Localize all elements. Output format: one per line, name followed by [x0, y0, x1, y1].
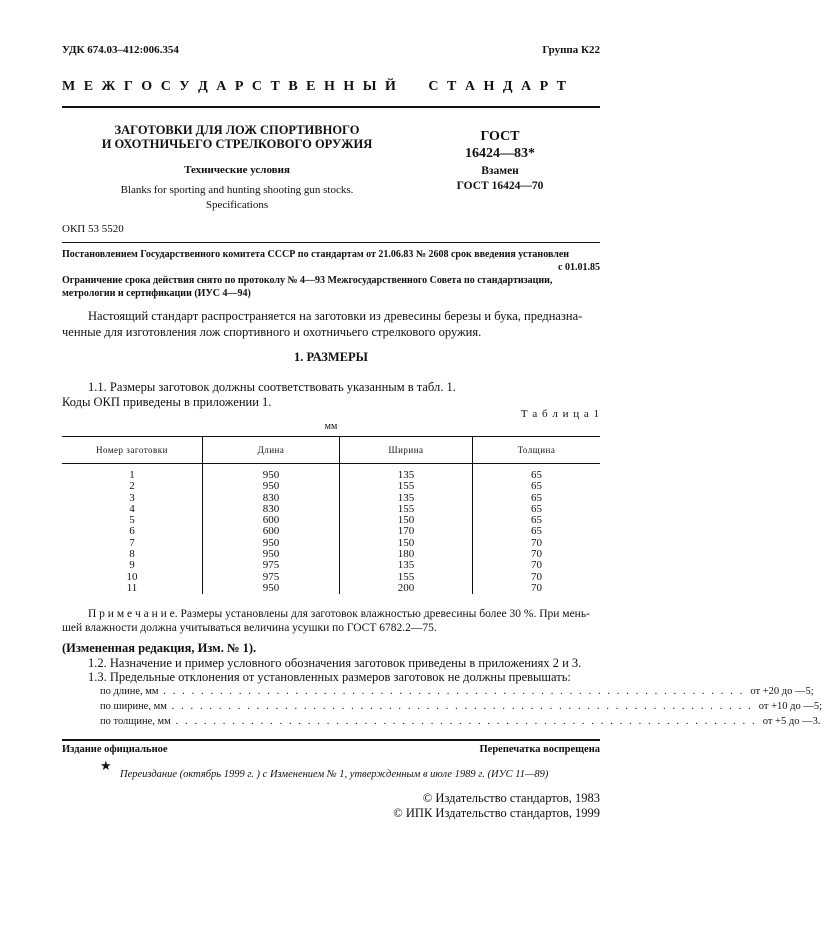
footer-divider: [62, 739, 600, 741]
table-cell: 155: [340, 572, 473, 583]
english-title: [62, 183, 412, 213]
table-cell: 9: [62, 560, 203, 571]
table-cell: 10: [62, 572, 203, 583]
table-row: [62, 583, 600, 594]
table-cell: 600: [203, 526, 340, 537]
dot-leader: . . . . . . . . . . . . . . . . . . . . . . . . . . . . . . . . . . . . . . . . . . . . . . . . . . . . . . . . . . . . . .: [158, 686, 745, 697]
table-row: [62, 572, 600, 583]
deviation-length-label: по длине, мм: [100, 686, 159, 697]
star-mark: ★: [100, 758, 112, 773]
table-row: [62, 560, 600, 571]
okp-divider: [62, 242, 600, 243]
limit-line-2: метрологии и сертификации (ИУС 4—94): [62, 288, 251, 299]
header-length: Длина: [203, 437, 340, 464]
gost-number: 16424—83*: [465, 146, 535, 161]
table-cell: 200: [340, 583, 473, 594]
table-cell: 70: [531, 570, 542, 583]
table-cell: 150: [340, 515, 473, 526]
gost-replaces: Взамен: [481, 165, 519, 177]
table-cell: 11: [62, 583, 203, 594]
table-row: [62, 526, 600, 537]
group-code: Группа К22: [542, 44, 600, 56]
english-title-line-2: Specifications: [205, 199, 269, 211]
deviation-thickness-label: по толщине, мм: [100, 716, 171, 727]
table-cell: 65: [531, 525, 542, 538]
intro-paragraph: [62, 308, 600, 340]
copyright-1983: © Издательство стандартов, 1983: [422, 791, 600, 805]
table-cell: 3: [62, 493, 203, 504]
table-cell: 950: [203, 538, 340, 549]
table-row: [62, 504, 600, 515]
table-cell: 135: [340, 464, 473, 482]
table-row: [62, 493, 600, 504]
intro-line-2: ченные для изготовления лож спортивного и охотничьего стрелкового оружия.: [62, 325, 482, 339]
table-cell: 8: [62, 549, 203, 560]
deviation-width-value: от +10 до —5;: [758, 701, 822, 712]
table-caption: Т а б л и ц а 1: [520, 408, 600, 420]
table-cell: 975: [203, 560, 340, 571]
title-line-1: ЗАГОТОВКИ ДЛЯ ЛОЖ СПОРТИВНОГО: [114, 123, 360, 137]
deviation-width: [100, 701, 822, 712]
section-heading: 1. РАЗМЕРЫ: [294, 350, 368, 364]
gost-replaced: ГОСТ 16424—70: [456, 180, 544, 192]
gost-block: [440, 128, 560, 194]
table-cell: 950: [203, 481, 340, 492]
table-cell: 6: [62, 526, 203, 537]
table-cell: 830: [203, 504, 340, 515]
table-cell: 1: [62, 464, 203, 482]
table-cell: 830: [203, 493, 340, 504]
table-cell: 65: [531, 480, 542, 493]
amended-note: (Измененная редакция, Изм. № 1).: [62, 641, 257, 655]
header-thickness: Толщина: [517, 445, 556, 455]
official-edition: Издание официальное: [62, 744, 168, 755]
table-cell: 155: [340, 481, 473, 492]
table-row: [62, 464, 600, 482]
note-line-1: П р и м е ч а н и е. Размеры установлены для заготовок влажностью древесины более 30 %. При мень-: [88, 608, 590, 620]
table-cell: 155: [340, 504, 473, 515]
table-header-row: [62, 437, 600, 464]
document-title: [62, 123, 412, 151]
table-cell: 600: [203, 515, 340, 526]
dot-leader: . . . . . . . . . . . . . . . . . . . . . . . . . . . . . . . . . . . . . . . . . . . . . . . . . . . . . . . . . . . . . .: [166, 701, 753, 712]
table-row: [62, 515, 600, 526]
okp-code: ОКП 53 5520: [62, 223, 124, 235]
note-line-2: шей влажности должна учитываться величина усушки по ГОСТ 6782.2—75.: [62, 622, 437, 634]
table-cell: 4: [62, 504, 203, 515]
standard-banner: М Е Ж Г О С У Д А Р С Т В Е Н Н Ы Й С Т А Н Д А Р Т: [62, 79, 569, 94]
table-cell: 70: [531, 581, 542, 594]
dot-leader: . . . . . . . . . . . . . . . . . . . . . . . . . . . . . . . . . . . . . . . . . . . . . . . . . . . . . . . . . . . . . .: [170, 716, 757, 727]
header-blank-number: Номер заготовки: [62, 437, 203, 464]
table-cell: 65: [531, 469, 542, 481]
english-title-line-1: Blanks for sporting and hunting shooting gun stocks.: [120, 184, 354, 196]
paragraph-1-3: 1.3. Предельные отклонения от установленных размеров заготовок не должны превышать:: [88, 670, 571, 684]
table-cell: 180: [340, 549, 473, 560]
header-width: Ширина: [340, 437, 473, 464]
reissue-note: Переиздание (октябрь 1999 г. ) с Изменением № 1, утвержденным в июле 1989 г. (ИУС 11—89): [120, 769, 549, 780]
table-cell: 70: [531, 536, 542, 549]
table-cell: 135: [340, 560, 473, 571]
table-note: [62, 607, 600, 635]
decree: [62, 248, 600, 300]
title-line-2: И ОХОТНИЧЬЕГО СТРЕЛКОВОГО ОРУЖИЯ: [101, 137, 373, 151]
table-cell: 70: [531, 559, 542, 572]
paragraph-1-1: 1.1. Размеры заготовок должны соответствовать указанным в табл. 1.: [88, 380, 456, 394]
table-cell: 65: [531, 514, 542, 527]
table-cell: 135: [340, 493, 473, 504]
deviation-thickness-value: от +5 до —3.: [762, 716, 821, 727]
dimensions-table: [62, 437, 600, 594]
decree-date: с 01.01.85: [558, 262, 600, 273]
table-unit: мм: [324, 421, 338, 432]
table-cell: 65: [531, 491, 542, 504]
copyright-1999: © ИПК Издательство стандартов, 1999: [393, 806, 600, 820]
document-subtitle: Технические условия: [184, 164, 290, 176]
decree-line: Постановлением Государственного комитета СССР по стандартам от 21.06.83 № 2608 срок введения установлен: [62, 249, 570, 260]
table-cell: 950: [203, 549, 340, 560]
table-cell: 70: [531, 548, 542, 561]
deviation-thickness: [100, 716, 821, 727]
paragraph-1-2: 1.2. Назначение и пример условного обозначения заготовок приведены в приложениях 2 и 3.: [88, 656, 582, 670]
table-row: [62, 549, 600, 560]
deviation-length-value: от +20 до —5;: [750, 686, 814, 697]
table-cell: 7: [62, 538, 203, 549]
reprint-prohibited: Перепечатка воспрещена: [479, 744, 600, 755]
table-cell: 150: [340, 538, 473, 549]
deviation-length: [100, 686, 814, 697]
okp-codes-note: Коды ОКП приведены в приложении 1.: [62, 395, 272, 409]
table-row: [62, 481, 600, 492]
table-cell: 2: [62, 481, 203, 492]
udk-code: УДК 674.03–412:006.354: [62, 44, 179, 56]
table-row: [62, 538, 600, 549]
intro-line-1: Настоящий стандарт распространяется на заготовки из древесины березы и бука, предназна-: [88, 309, 583, 323]
table-cell: 5: [62, 515, 203, 526]
table-cell: 65: [531, 502, 542, 515]
table-cell: 950: [203, 583, 340, 594]
deviation-width-label: по ширине, мм: [100, 701, 167, 712]
gost-label: ГОСТ: [480, 129, 520, 144]
header-divider: [62, 106, 600, 108]
table-cell: 975: [203, 572, 340, 583]
table-cell: 950: [203, 464, 340, 482]
limit-line-1: Ограничение срока действия снято по протоколу № 4—93 Межгосударственного Совета по стандартизации,: [62, 275, 553, 286]
table-cell: 170: [340, 526, 473, 537]
